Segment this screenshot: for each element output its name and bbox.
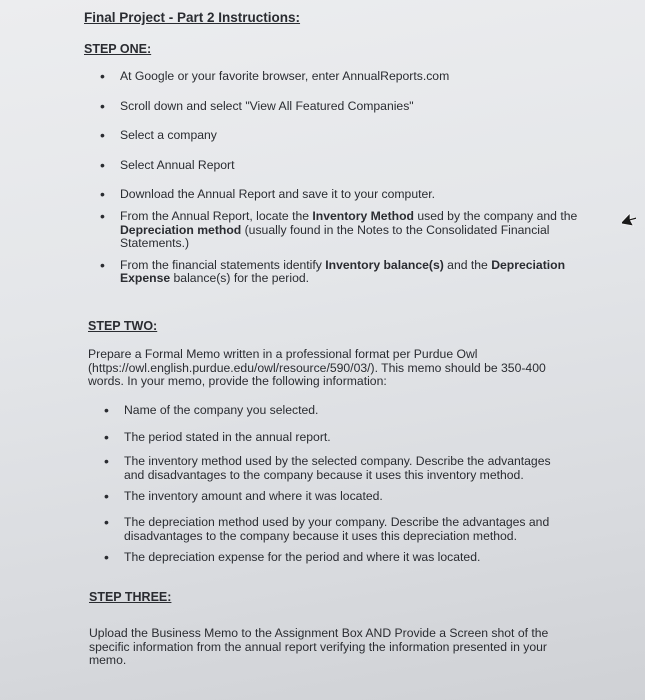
- list-item: • From the financial statements identify Inventory balance(s) and the Depreciation Expense balance(s) for the period.: [100, 256, 566, 286]
- list-item: • The depreciation method used by your company. Describe the advantages and disadvantages to the company because it uses this depreciation method.: [104, 513, 550, 543]
- bullet-icon: •: [104, 488, 109, 505]
- list-item: • The period stated in the annual report.: [104, 428, 331, 445]
- list-item: • Scroll down and select "View All Featured Companies": [100, 97, 414, 114]
- mouse-cursor-icon: [622, 210, 636, 228]
- step-one-list: [100, 70, 580, 286]
- list-item: • Name of the company you selected.: [104, 402, 319, 418]
- bullet-icon: •: [104, 549, 109, 566]
- bullet-icon: •: [100, 156, 105, 173]
- list-item: • The inventory method used by the selected company. Describe the advantages and disadvantages to the company because it uses this inventory method.: [104, 453, 551, 482]
- step-three-heading: STEP THREE:: [89, 590, 172, 604]
- bullet-icon: •: [100, 207, 105, 224]
- step-one-heading: STEP ONE:: [84, 42, 152, 56]
- bullet-icon: •: [100, 97, 105, 114]
- list-item: • Download the Annual Report and save it to your computer.: [100, 186, 436, 203]
- bullet-icon: •: [104, 453, 109, 470]
- list-item: • The inventory amount and where it was located.: [104, 488, 383, 505]
- list-item: • At Google or your favorite browser, enter AnnualReports.com: [100, 68, 450, 84]
- bullet-icon: •: [104, 513, 109, 530]
- bullet-icon: •: [100, 256, 105, 273]
- step-two-paragraph: Prepare a Formal Memo written in a professional format per Purdue Owl (https://owl.english.purdue.edu/owl/resource/590/03/). This memo should be 350-400 words. In your memo, provide the following information:: [88, 347, 546, 389]
- list-item: • Select Annual Report: [100, 156, 235, 173]
- bullet-icon: •: [100, 68, 105, 84]
- step-three-paragraph: Upload the Business Memo to the Assignment Box AND Provide a Screen shot of the specific information from the annual report verifying the information presented in your memo.: [89, 626, 549, 668]
- step-two-heading: STEP TWO:: [88, 319, 158, 333]
- list-item: • The depreciation expense for the period and where it was located.: [104, 549, 481, 566]
- list-item: • From the Annual Report, locate the Inventory Method used by the company and the Depreciation method (usually found in the Notes to the Consolidated Financial Statements.): [100, 207, 578, 251]
- page-title: Final Project - Part 2 Instructions:: [84, 10, 301, 25]
- list-item: • Select a company: [100, 127, 217, 144]
- step-two-list: [104, 404, 564, 565]
- bullet-icon: •: [100, 127, 105, 144]
- bullet-icon: •: [100, 186, 105, 203]
- bullet-icon: •: [104, 428, 109, 445]
- bullet-icon: •: [104, 402, 109, 418]
